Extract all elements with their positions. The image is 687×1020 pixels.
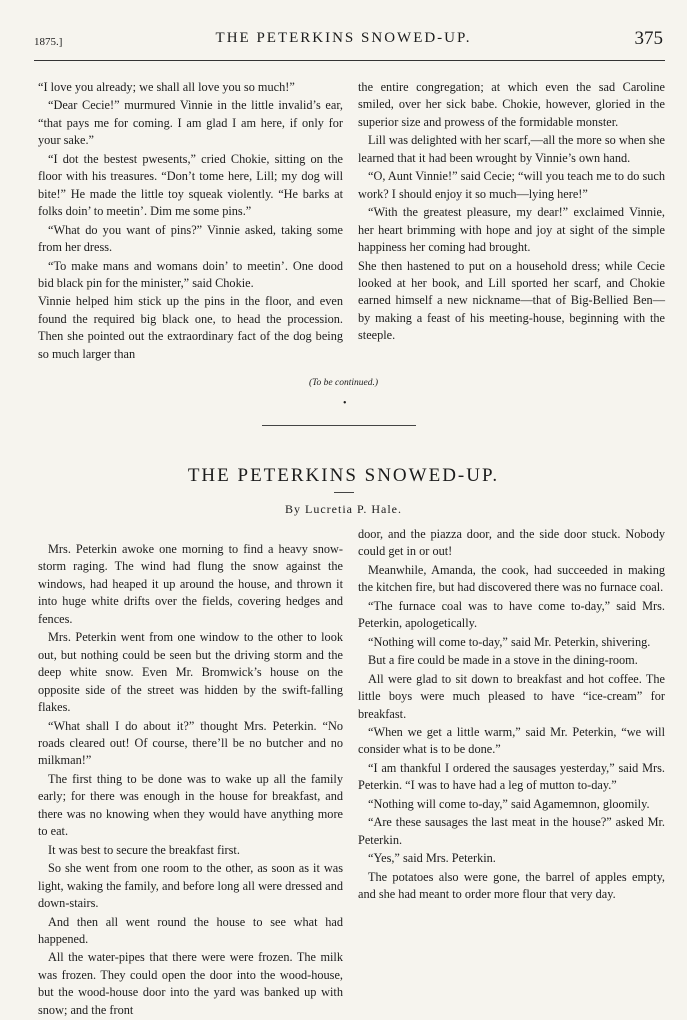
paragraph: “Yes,” said Mrs. Peterkin. <box>368 851 496 866</box>
paragraph: “Dear Cecie!” murmured Vinnie in the little invalid’s ear, “that pays me for coming. I am glad I am here, if only for your sake.” <box>38 98 343 148</box>
section-divider <box>262 425 416 426</box>
paragraph: “Nothing will come to-day,” said Mr. Peterkin, shivering. <box>368 634 651 649</box>
paragraph: “To make mans and womans doin’ to meetin’. One dood bid black pin for the minister,” said Chokie. <box>38 258 343 290</box>
paragraph: “I love you already; we shall all love you so much!” <box>38 80 295 94</box>
paragraph: the entire congregation; at which even the sad Caroline smiled, over her sick babe. Chokie, however, gloried in the superior size and prowess of the formidable monster. <box>358 80 665 129</box>
story-byline: By Lucretia P. Hale. <box>285 502 402 516</box>
paragraph: But a fire could be made in a stove in the dining-room. <box>368 653 638 668</box>
paragraph: Vinnie helped him stick up the pins in the floor, and even found the required big black one, to head the procession. Then she pointed out the extraordinary fact of the dog being so much larger than <box>38 294 343 361</box>
story-column-2 <box>358 526 665 905</box>
paragraph: The first thing to be done was to wake up all the family early; for there was enough in the house for breakfast, and there was no knowing when they would have anything more to eat. <box>38 771 343 839</box>
paragraph: All the water-pipes that there were were frozen. The milk was frozen. They could open the door into the wood-house, but the wood-house door into the yard was banked up with snow; and the front <box>38 950 343 1017</box>
paragraph: Meanwhile, Amanda, the cook, had succeeded in making the kitchen fire, but had discovered there was no furnace coal. <box>358 562 665 595</box>
paragraph: So she went from one room to the other, as soon as it was light, waking the family, and before long all were dressed and down-stairs. <box>38 861 343 911</box>
paragraph: “Nothing will come to-day,” said Agamemnon, gloomily. <box>368 796 650 811</box>
paragraph: It was best to secure the breakfast first. <box>48 842 240 857</box>
paragraph: “I dot the bestest pwesents,” cried Chokie, sitting on the floor with his treasures. “Don’t tome here, Lill; my dog will bite!” He made the little toy squeak violently. “He barks at folks doin’ to meetin’. Dim me some pins.” <box>38 151 343 219</box>
paragraph: Lill was delighted with her scarf,—all the more so when she learned that it had been wrought by Vinnie’s own hand. <box>358 133 665 165</box>
paragraph: “Are these sausages the last meat in the house?” asked Mr. Peterkin. <box>358 815 665 847</box>
paragraph: The potatoes also were gone, the barrel of apples empty, and she had meant to order more flour that very day. <box>358 869 665 902</box>
running-title: THE PETERKINS SNOWED-UP. <box>215 30 472 46</box>
paragraph: door, and the piazza door, and the side door stuck. Nobody could get in or out! <box>358 527 665 559</box>
paragraph: “The furnace coal was to have come to-day,” said Mrs. Peterkin, apologetically. <box>358 598 665 631</box>
paragraph: “What shall I do about it?” thought Mrs. Peterkin. “No roads cleared out! Of course, there’ll be no butcher and no milkman!” <box>38 718 343 768</box>
paragraph: “O, Aunt Vinnie!” said Cecie; “will you teach me to do such work? I should enjoy it so much—lying here!” <box>358 169 665 201</box>
paragraph: Mrs. Peterkin awoke one morning to find a heavy snow-storm raging. The wind had flung the snow against the windows, had heaped it up around the house, and thrown it into huge white drifts over the fields, covering hedges and fences. <box>38 542 343 626</box>
paragraph: “What do you want of pins?” Vinnie asked, taking some from her dress. <box>38 222 343 255</box>
continued-note: (To be continued.) <box>308 378 379 388</box>
paragraph: All were glad to sit down to breakfast and hot coffee. The little boys were much pleased to have “ice-cream” for breakfast. <box>358 671 665 721</box>
story-title: THE PETERKINS SNOWED-UP. <box>187 465 500 486</box>
header-rule <box>34 60 665 61</box>
paragraph: “With the greatest pleasure, my dear!” exclaimed Vinnie, her heart brimming with hope and joy at sight of the simple happiness her coming had brought. <box>358 205 665 255</box>
ornament-dot: • <box>343 398 347 409</box>
story-column-1 <box>38 541 343 1020</box>
paragraph: “When we get a little warm,” said Mr. Peterkin, “we will consider what is to be done.” <box>358 724 665 757</box>
title-rule <box>334 492 354 493</box>
paragraph: “I am thankful I ordered the sausages yesterday,” said Mrs. Peterkin. “I was to have had a leg of mutton to-day.” <box>358 760 665 793</box>
header-year: 1875.] <box>34 36 63 48</box>
previous-story-column-2 <box>358 79 665 346</box>
paragraph: She then hastened to put on a household dress; while Cecie looked at her book, and Lill sported her scarf, and Chokie earned himself a new nickname—that of Big-Bellied Ben—by making a feast of his meeting-house, beginning with the steeple. <box>358 258 665 343</box>
paragraph: Mrs. Peterkin went from one window to the other to look out, but nothing could be seen but the driving storm and the deep white snow. Even Mr. Bromwick’s house on the opposite side of the street was hidden by the swift-falling flakes. <box>38 630 343 715</box>
page-number: 375 <box>634 28 663 49</box>
paragraph: And then all went round the house to see what had happened. <box>38 914 343 946</box>
previous-story-column-1 <box>38 79 343 364</box>
